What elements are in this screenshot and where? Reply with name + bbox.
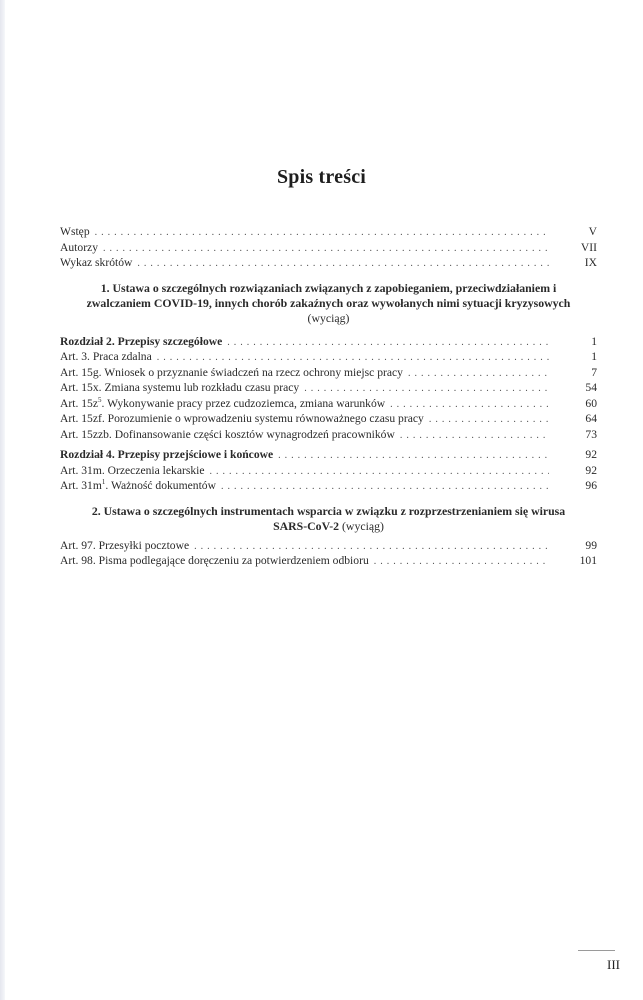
- leader-dots: [429, 412, 549, 428]
- front-matter: [60, 224, 597, 271]
- toc-entry-label: [60, 396, 385, 412]
- toc-entry-page: 7: [591, 365, 597, 379]
- leader-dots: [221, 479, 549, 495]
- toc-entry-page: 92: [585, 463, 597, 477]
- act-heading-note: (wyciąg): [342, 518, 384, 533]
- page-title: Spis treści: [276, 166, 367, 188]
- page-number: III: [607, 957, 620, 972]
- page-edge-shadow: [0, 0, 5, 1000]
- toc-entry-label: Art. 15x. Zmiana systemu lub rozkładu czasu pracy: [60, 381, 300, 394]
- leader-dots: [374, 554, 549, 570]
- act-section-1: [60, 281, 597, 494]
- toc-entry-page: 1: [591, 334, 597, 348]
- toc-entry-label: Art. 97. Przesyłki pocztowe: [60, 538, 190, 552]
- leader-dots: [95, 225, 549, 241]
- toc-entry-page: 101: [579, 554, 597, 567]
- leader-dots: [157, 350, 549, 366]
- toc-entry-chapter[interactable]: [60, 447, 597, 463]
- toc-entry-page: 99: [585, 538, 597, 552]
- toc-entry-page: 1: [591, 350, 597, 363]
- act-heading: [60, 504, 597, 534]
- leader-dots: [137, 256, 549, 272]
- act-heading-title: 1. Ustawa o szczególnych rozwiązaniach związanych z zapobieganiem, przeciwdziałaniem i zwalczaniem COVID-19, innych chorób zakaźnych oraz wywołanych nimi sytuacji kryzysowych: [86, 280, 571, 310]
- toc-entry-page: VII: [580, 240, 597, 254]
- toc-entry-article[interactable]: [60, 478, 597, 494]
- toc-entry-label: Wstęp: [60, 225, 90, 238]
- footer-rule: [578, 950, 615, 951]
- toc-entry-page: 73: [585, 427, 597, 441]
- toc-entry-label: Rozdział 4. Przepisy przejściowe i końcowe: [60, 448, 274, 461]
- leader-dots: [103, 241, 549, 257]
- label-text: . Ważność dokumentów: [105, 479, 216, 492]
- toc-entry-wykaz-skrotow[interactable]: [60, 255, 597, 271]
- leader-dots: [390, 397, 549, 413]
- toc-entry-label: Art. 31m. Orzeczenia lekarskie: [60, 463, 205, 477]
- toc-entry-page: 54: [585, 381, 597, 394]
- toc-entry-article[interactable]: [60, 365, 597, 381]
- toc-entry-article[interactable]: [60, 463, 597, 479]
- toc-entry-article[interactable]: [60, 538, 597, 554]
- toc-entry-page: 96: [585, 479, 597, 492]
- leader-dots: [278, 448, 549, 464]
- toc-entry-article[interactable]: [60, 396, 597, 412]
- leader-dots: [400, 428, 549, 444]
- toc-entry-label: Wykaz skrótów: [60, 256, 133, 269]
- label-superscript: 1: [101, 478, 106, 486]
- leader-dots: [194, 539, 549, 555]
- act-heading-title: 2. Ustawa o szczególnych instrumentach wsparcia w związku z rozprzestrzenianiem się wirusa SARS-CoV-2: [91, 503, 566, 533]
- label-text: Art. 31m: [60, 479, 102, 492]
- toc-entry-label: Rozdział 2. Przepisy szczegółowe: [60, 334, 223, 348]
- toc-entry-label: Art. 15g. Wniosek o przyznanie świadczeń na rzecz ochrony miejsc pracy: [60, 365, 403, 379]
- toc-entry-label: Art. 15zf. Porozumienie o wprowadzeniu systemu równoważnego czasu pracy: [60, 412, 424, 425]
- label-text: Art. 15z: [60, 396, 98, 410]
- label-superscript: 5: [98, 395, 102, 404]
- toc-entry-page: 92: [585, 448, 597, 461]
- toc-entry-label: [60, 478, 216, 494]
- toc-entry-article[interactable]: [60, 411, 597, 427]
- toc-entry-label: Autorzy: [60, 240, 98, 254]
- table-of-contents: [60, 224, 597, 569]
- toc-entry-label: Art. 3. Praca zdalna: [60, 350, 152, 363]
- toc-entry-article[interactable]: [60, 380, 597, 396]
- toc-entry-chapter[interactable]: [60, 334, 597, 350]
- leader-dots: [227, 335, 549, 351]
- toc-entry-label: Art. 98. Pisma podlegające doręczeniu za potwierdzeniem odbioru: [60, 554, 369, 567]
- toc-entry-wstep[interactable]: [60, 224, 597, 240]
- act-section-2: [60, 504, 597, 569]
- toc-entry-autorzy[interactable]: [60, 240, 597, 256]
- toc-entry-page: 64: [585, 412, 597, 425]
- toc-entry-page: 60: [585, 396, 597, 410]
- toc-entry-article[interactable]: [60, 349, 597, 365]
- leader-dots: [304, 381, 549, 397]
- label-text: . Wykonywanie pracy przez cudzoziemca, zmiana warunków: [101, 396, 386, 410]
- leader-dots: [408, 366, 549, 382]
- toc-entry-page: V: [588, 225, 597, 238]
- toc-entry-article[interactable]: [60, 553, 597, 569]
- leader-dots: [210, 464, 549, 480]
- act-heading: [60, 281, 597, 326]
- toc-entry-article[interactable]: [60, 427, 597, 443]
- toc-entry-page: IX: [584, 256, 597, 269]
- act-heading-note: (wyciąg): [307, 310, 350, 325]
- toc-entry-label: Art. 15zzb. Dofinansowanie części kosztów wynagrodzeń pracowników: [60, 427, 395, 441]
